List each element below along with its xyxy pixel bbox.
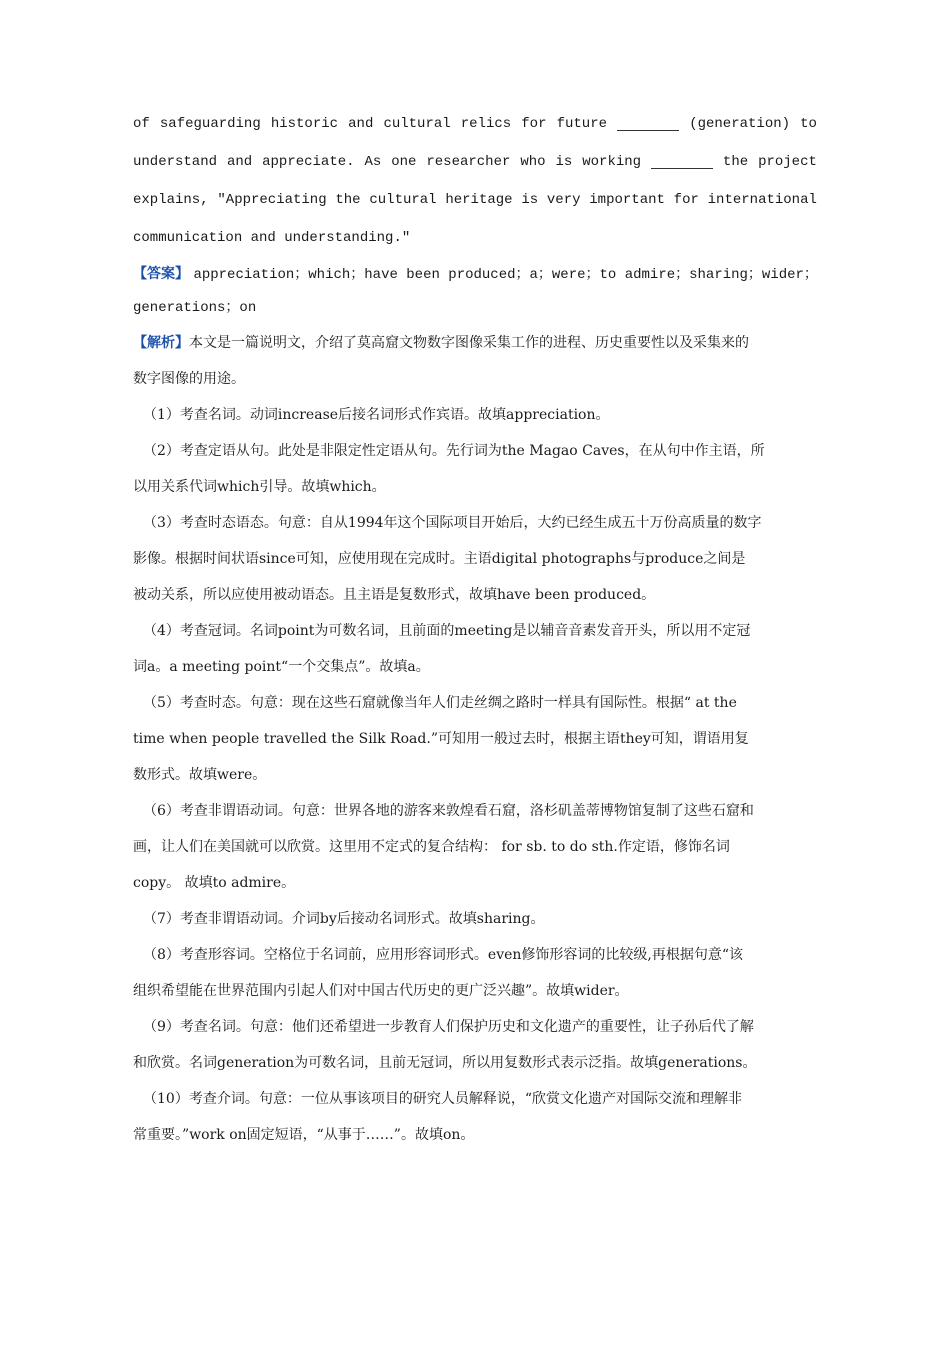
passage-word: is [555, 154, 573, 170]
analysis-item-line: （10）考查介词。句意：一位从事该项目的研究人员解释说，“欣赏文化遗产对国际交流和理解非 [143, 1091, 742, 1107]
analysis-intro [133, 325, 817, 397]
analysis-item-line: （8）考查形容词。空格位于名词前，应用形容词形式。even修饰形容词的比较级,再根据句意“该 [143, 947, 744, 963]
answer-row-2 [133, 291, 817, 325]
analysis-item-line: 画，让人们在美国就可以欣赏。这里用不定式的复合结构： for sb. to do sth.作定语，修饰名词 [133, 839, 730, 855]
passage-word: important [589, 192, 665, 208]
analysis-item-line: 常重要。”work on固定短语，“从事于……”。故填on。 [133, 1127, 475, 1143]
analysis-label: 【解析】 [133, 335, 189, 351]
passage-word: appreciate. [262, 154, 355, 170]
answer-text-1: appreciation；which；have been produced；a；were；to admire；sharing；wider； [193, 267, 818, 283]
passage-word: understand [133, 154, 218, 170]
analysis-item-line: 词a。a meeting point“一个交集点”。故填a。 [133, 659, 430, 675]
passage-word: As [364, 154, 382, 170]
passage-word: explains, [133, 192, 209, 208]
analysis-item-line: （4）考查冠词。名词point为可数名词，且前面的meeting是以辅音音素发音开头，所以用不定冠 [143, 623, 751, 639]
analysis-item-line: （9）考查名词。句意：他们还希望进一步教育人们保护历史和文化遗产的重要性，让子孙后代了解 [143, 1019, 754, 1035]
analysis-item [133, 793, 817, 901]
analysis-item-line: 组织希望能在世界范围内引起人们对中国古代历史的更广泛兴趣”。故填wider。 [133, 983, 629, 999]
analysis-item-line: （6）考查非谓语动词。句意：世界各地的游客来敦煌看石窟，洛杉矶盖蒂博物馆复制了这些石窟和 [143, 803, 754, 819]
answer-blank [617, 118, 679, 131]
passage-word: future [556, 116, 608, 132]
answer-row [133, 257, 817, 291]
passage-word: international [707, 192, 817, 208]
analysis-item-line: copy。 故填to admire。 [133, 875, 296, 891]
passage-word: for [521, 116, 547, 132]
analysis-item [133, 685, 817, 793]
analysis-item-line: （2）考查定语从句。此处是非限定性定语从句。先行词为the Magao Caves，在从句中作主语，所 [143, 443, 765, 459]
analysis-item-line: 被动关系，所以应使用被动语态。且主语是复数形式，故填have been produced。 [133, 587, 656, 603]
analysis-intro-1: 本文是一篇说明文，介绍了莫高窟文物数字图像采集工作的进程、历史重要性以及采集来的 [189, 335, 749, 351]
analysis-item-line: 数形式。故填were。 [133, 767, 267, 783]
analysis-item [133, 937, 817, 1009]
passage-word: the [335, 192, 361, 208]
passage-word: project [758, 154, 817, 170]
passage-word: historic [270, 116, 339, 132]
analysis-item [133, 397, 817, 433]
analysis-item-line: 影像。根据时间状语since可知，应使用现在完成时。主语digital photographs与produce之间是 [133, 551, 746, 567]
passage-word: one [391, 154, 417, 170]
analysis-item-line: time when people travelled the Silk Road.”可知用一般过去时，根据主语they可知，谓语用复 [133, 731, 749, 747]
passage-word: heritage [445, 192, 513, 208]
passage-word: safeguarding [159, 116, 261, 132]
passage-word: and [226, 154, 253, 170]
passage-word: and [348, 116, 374, 132]
analysis-item [133, 1009, 817, 1081]
passage-line-1 [133, 105, 817, 143]
passage-word: (generation) [689, 116, 791, 132]
passage-word: "Appreciating [217, 192, 327, 208]
answer-text-2: generations；on [133, 300, 257, 316]
answer-blank [651, 156, 713, 169]
analysis-item-line: （5）考查时态。句意：现在这些石窟就像当年人们走丝绸之路时一样具有国际性。根据“ at the [143, 695, 737, 711]
passage-word: cultural [369, 192, 437, 208]
passage-word: working [582, 154, 642, 170]
passage-line-3 [133, 181, 817, 219]
passage-word: the [722, 154, 749, 170]
passage-line-2 [133, 143, 817, 181]
passage-word: researcher [426, 154, 511, 170]
analysis-item-line: （7）考查非谓语动词。介词by后接动名词形式。故填sharing。 [143, 911, 545, 927]
analysis-item [133, 613, 817, 685]
passage-word: is [521, 192, 539, 208]
passage-word: cultural [383, 116, 451, 132]
passage-word: relics [460, 116, 512, 132]
analysis-item-line: （3）考查时态语态。句意：自从1994年这个国际项目开始后，大约已经生成五十万份高质量的数字 [143, 515, 762, 531]
analysis-item [133, 505, 817, 613]
analysis-item-line: 以用关系代词which引导。故填which。 [133, 479, 386, 495]
analysis-item [133, 433, 817, 505]
passage-word: of [133, 116, 150, 132]
analysis-item-line: （1）考查名词。动词increase后接名词形式作宾语。故填appreciation。 [143, 407, 610, 423]
analysis-intro-2: 数字图像的用途。 [133, 371, 245, 387]
analysis-item-line: 和欣赏。名词generation为可数名词，且前无冠词，所以用复数形式表示泛指。故填generations。 [133, 1055, 757, 1071]
document-page [133, 105, 817, 1153]
analysis-item [133, 901, 817, 937]
passage-line-4 [133, 219, 817, 257]
analysis-items [133, 397, 817, 1153]
analysis-item [133, 1081, 817, 1153]
passage-line-4-text: communication and understanding." [133, 230, 411, 246]
passage-word: who [520, 154, 546, 170]
passage-word: to [800, 116, 817, 132]
answer-label: 【答案】 [133, 266, 189, 282]
passage-word: for [673, 192, 699, 208]
passage-word: very [546, 192, 581, 208]
